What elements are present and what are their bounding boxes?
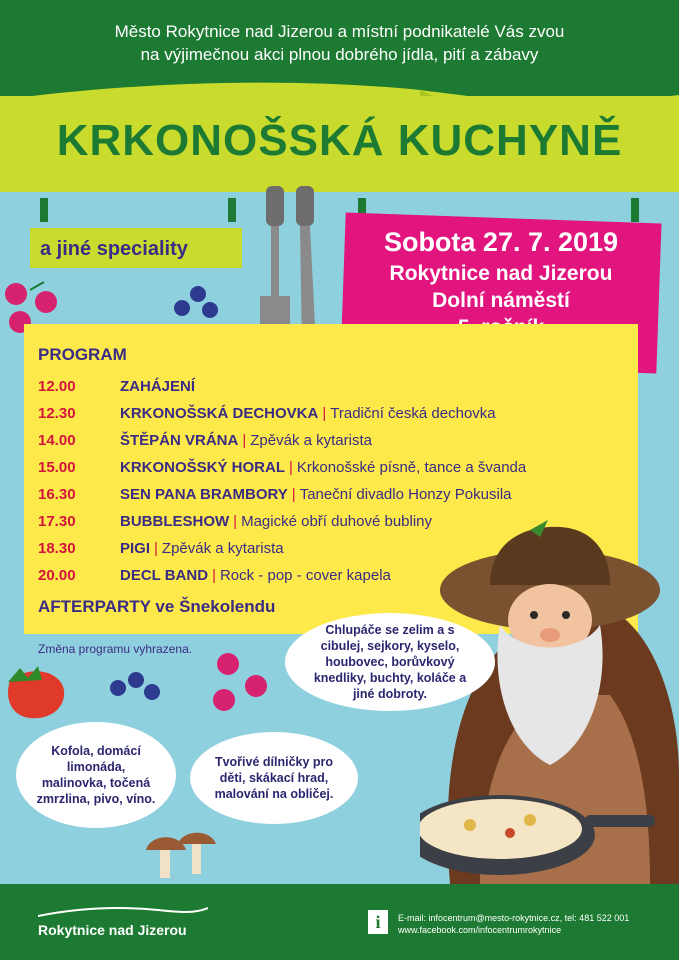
program-act: KRKONOŠSKÝ HORAL	[120, 459, 286, 476]
program-act: DECL BAND	[120, 567, 209, 584]
program-separator: |	[212, 567, 216, 584]
town-logo-text: Rokytnice nad Jizerou	[38, 922, 187, 938]
program-act: SEN PANA BRAMBORY	[120, 486, 288, 503]
program-time: 20.00	[38, 567, 76, 584]
program-time: 18.30	[38, 540, 76, 557]
program-time: 15.00	[38, 459, 76, 476]
program-act: BUBBLESHOW	[120, 513, 230, 530]
program-heading: PROGRAM	[38, 345, 127, 364]
drinks-speech-bubble	[16, 722, 176, 828]
program-separator: |	[291, 486, 296, 503]
info-icon: i	[368, 910, 388, 934]
program-row	[38, 405, 638, 431]
program-time: 14.00	[38, 432, 76, 449]
program-desc: Taneční divadlo Honzy Pokusila	[299, 486, 512, 503]
hanger	[40, 198, 48, 222]
program-note: Změna programu vyhrazena.	[38, 642, 193, 656]
program-separator: |	[233, 513, 238, 530]
program-desc: Magické obří duhové bubliny	[241, 513, 433, 530]
kids-bubble-text: Tvořivé dílničky pro děti, skákací hrad, malování na obličej.	[214, 755, 334, 801]
food-bubble-text: Chlupáče se zelim a s cibulej, sejkory, kyselo, houbovec, borůvkový knedliky, buchty, koláče a jiné dobroty.	[313, 623, 467, 701]
contact-web: www.facebook.com/infocentrumrokytnice	[398, 925, 562, 935]
program-desc: Krkonošské písně, tance a švanda	[296, 459, 527, 476]
event-date: Sobota 27. 7. 2019	[383, 227, 619, 257]
subtitle: a jiné speciality	[40, 238, 188, 260]
program-separator: |	[242, 432, 247, 449]
program-desc: Tradiční česká dechovka	[330, 405, 496, 422]
mushrooms-icon	[140, 826, 220, 882]
invitation-line-2: na výjimečnou akci plnou dobrého jídla, pití a zábavy	[140, 45, 539, 64]
invitation-line-1: Město Rokytnice nad Jizerou a místní podnikatelé Vás zvou	[114, 22, 565, 41]
drinks-bubble-text: Kofola, domácí limonáda, malinovka, točená zmrzlina, pivo, víno.	[36, 744, 156, 806]
contact-email: E-mail: infocentrum@mesto-rokytnice.cz, tel: 481 522 001	[398, 913, 630, 923]
program-separator: |	[289, 459, 293, 476]
program-desc: Rock - pop - cover kapela	[219, 567, 391, 584]
town-logo-wave-icon	[38, 904, 208, 920]
program-time: 16.30	[38, 486, 76, 503]
raspberries-icon	[206, 646, 276, 718]
contact-info	[398, 912, 629, 936]
program-time: 12.30	[38, 405, 76, 422]
afterparty-label: AFTERPARTY ve Šnekolendu	[38, 597, 276, 616]
food-speech-bubble	[285, 613, 495, 711]
program-time: 17.30	[38, 513, 76, 530]
program-row	[38, 432, 638, 458]
blueberries-icon	[106, 668, 166, 708]
program-act: KRKONOŠSKÁ DECHOVKA	[120, 405, 319, 422]
strawberry-icon	[0, 660, 70, 722]
program-act: PIGI	[120, 540, 151, 557]
program-separator: |	[322, 405, 327, 422]
program-separator: |	[154, 540, 158, 557]
program-desc: Zpěvák a kytarista	[250, 432, 372, 449]
hanger	[631, 198, 639, 222]
program-desc: Zpěvák a kytarista	[161, 540, 284, 557]
program-row	[38, 486, 638, 512]
program-row	[38, 459, 638, 485]
hanger	[228, 198, 236, 222]
program-row	[38, 378, 638, 404]
event-place: Dolní náměstí	[432, 289, 570, 312]
poster-title: KRKONOŠSKÁ KUCHYNĚ	[56, 116, 623, 165]
kids-speech-bubble	[190, 732, 358, 824]
program-act: ŠTĚPÁN VRÁNA	[120, 432, 239, 449]
event-town: Rokytnice nad Jizerou	[389, 262, 613, 285]
program-act: ZAHÁJENÍ	[120, 378, 196, 395]
blueberries-icon	[170, 282, 230, 322]
program-time: 12.00	[38, 378, 76, 395]
